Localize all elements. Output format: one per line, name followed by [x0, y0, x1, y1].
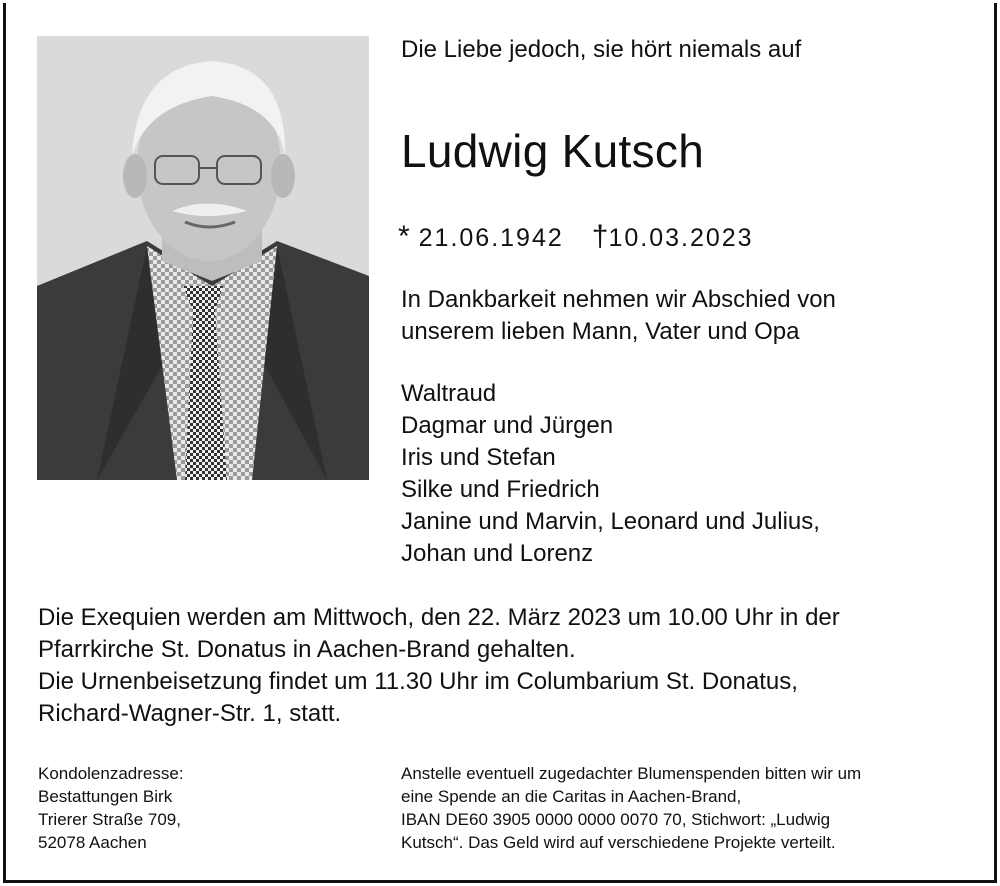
family-list [401, 378, 820, 570]
family-line: Iris und Stefan [401, 444, 556, 471]
motto: Die Liebe jedoch, sie hört niemals auf [401, 36, 802, 63]
portrait-photo [37, 36, 369, 480]
family-line: Silke und Friedrich [401, 476, 600, 503]
condolence-address [38, 762, 184, 854]
farewell-line: unserem lieben Mann, Vater und Opa [401, 318, 800, 345]
donation-line: IBAN DE60 3905 0000 0000 0070 70, Stichwort: „Ludwig [401, 810, 831, 829]
family-line: Dagmar und Jürgen [401, 412, 614, 439]
service-line: Pfarrkirche St. Donatus in Aachen-Brand gehalten. [38, 636, 576, 663]
donation-line: Anstelle eventuell zugedachter Blumenspenden bitten wir um [401, 764, 862, 783]
service-line: Die Urnenbeisetzung findet um 11.30 Uhr im Columbarium St. Donatus, [38, 668, 798, 695]
contact-line: Trierer Straße 709, [38, 810, 181, 829]
family-line: Johan und Lorenz [401, 540, 594, 567]
farewell-text [401, 284, 836, 348]
family-line: Janine und Marvin, Leonard und Julius, [401, 508, 820, 535]
donation-line: Kutsch“. Das Geld wird auf verschiedene Projekte verteilt. [401, 833, 836, 852]
contact-line: Kondolenzadresse: [38, 764, 184, 783]
service-line: Richard-Wagner-Str. 1, statt. [38, 700, 342, 727]
birth-date: 21.06.1942 [418, 224, 564, 252]
death-date: 10.03.2023 [608, 224, 754, 252]
deceased-name: Ludwig Kutsch [401, 125, 705, 177]
farewell-line: In Dankbarkeit nehmen wir Abschied von [401, 286, 836, 313]
contact-line: 52078 Aachen [38, 833, 147, 852]
donation-line: eine Spende an die Caritas in Aachen-Brand, [401, 787, 742, 806]
death-cross-icon: † [591, 220, 609, 253]
portrait-illustration [37, 36, 369, 480]
service-details [38, 602, 840, 730]
contact-line: Bestattungen Birk [38, 787, 173, 806]
birth-star-icon: * [398, 220, 410, 253]
life-dates [398, 220, 754, 254]
family-line: Waltraud [401, 380, 497, 407]
donation-note [401, 762, 961, 854]
service-line: Die Exequien werden am Mittwoch, den 22. März 2023 um 10.00 Uhr in der [38, 604, 840, 631]
